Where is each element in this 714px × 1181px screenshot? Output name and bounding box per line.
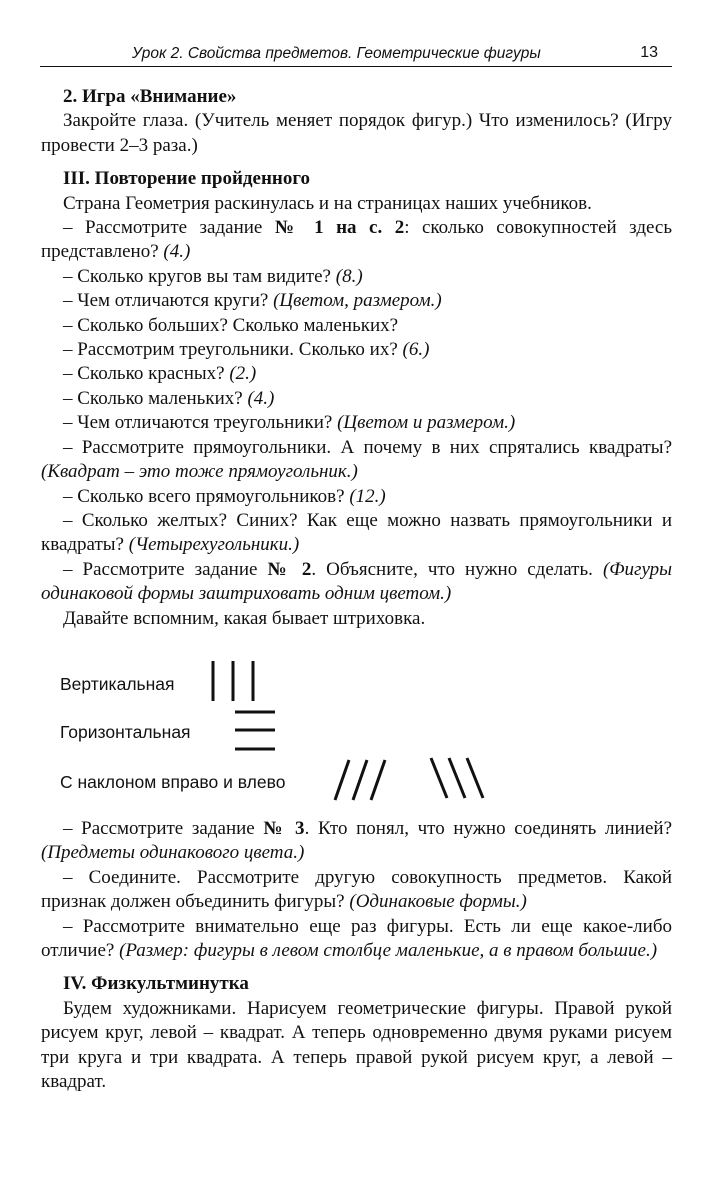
review-connect: – Соедините. Рассмотрите другую совокупность предметов. Какой признак должен объединить фигуры? (Одинаковые формы.) bbox=[41, 866, 672, 913]
review-task1: – Рассмотрите задание № 1 на с. 2: сколько совокупностей здесь представлено? (4.) bbox=[41, 217, 672, 263]
slanted-hatch-figure bbox=[331, 754, 491, 804]
label-vertical: Вертикальная bbox=[60, 673, 175, 694]
review-intro: Страна Геометрия раскинулась и на страницах наших учебников. bbox=[63, 192, 592, 214]
review-q6: – Сколько маленьких? (4.) bbox=[63, 387, 275, 409]
label-slanted: С наклоном вправо и влево bbox=[60, 771, 286, 792]
review-q1: – Сколько кругов вы там видите? (8.) bbox=[63, 265, 363, 287]
horizontal-hatch-figure bbox=[231, 708, 279, 754]
page-body bbox=[41, 85, 672, 1094]
game-text: Закройте глаза. (Учитель меняет порядок фигур.) Что изменилось? (Игру провести 2–3 раза.) bbox=[41, 110, 672, 156]
label-horizontal: Горизонтальная bbox=[60, 721, 191, 742]
running-title: Урок 2. Свойства предметов. Геометрические фигуры bbox=[132, 45, 541, 62]
review-q10: – Сколько желтых? Синих? Как еще можно назвать прямоугольники и квадраты? (Четырехугольники.) bbox=[41, 509, 672, 556]
review-task3: – Рассмотрите задание № 3. Кто понял, что нужно соединять линией? (Предметы одинакового цвета.) bbox=[41, 817, 673, 864]
review-task2: – Рассмотрите задание № 2. Объясните, что нужно сделать. (Фигуры одинаковой формы заштриховать одним цветом.) bbox=[41, 558, 673, 605]
review-q3: – Сколько больших? Сколько маленьких? bbox=[63, 314, 399, 336]
hatching-intro: Давайте вспомним, какая бывает штриховка. bbox=[63, 607, 426, 629]
vertical-hatch-figure bbox=[207, 657, 267, 705]
review-q4: – Рассмотрим треугольники. Сколько их? (6.) bbox=[63, 339, 430, 361]
physical-text: Будем художниками. Нарисуем геометрические фигуры. Правой рукой рисуем круг, левой – квадрат. А теперь одновременно двумя руками рисуем три круга и три квадрата. А теперь правой рукой рисуем круг, а левой – квадрат. bbox=[41, 997, 672, 1092]
section-heading-review: III. Повторение пройденного bbox=[63, 168, 310, 190]
review-q2: – Чем отличаются круги? (Цветом, размером.) bbox=[63, 290, 442, 312]
review-q5: – Сколько красных? (2.) bbox=[63, 363, 257, 385]
review-q7: – Чем отличаются треугольники? (Цветом и размером.) bbox=[63, 412, 516, 434]
page-number: 13 bbox=[640, 44, 658, 61]
review-again: – Рассмотрите внимательно еще раз фигуры. Есть ли еще какое-либо отличие? (Размер: фигуры в левом столбце маленькие, а в правом большие.) bbox=[41, 915, 672, 961]
review-q8: – Рассмотрите прямоугольники. А почему в них спрятались квадраты? (Квадрат – это тоже прямоугольник.) bbox=[41, 436, 672, 483]
page-header bbox=[40, 42, 672, 67]
section-heading-game: 2. Игра «Внимание» bbox=[63, 86, 237, 107]
hatching-examples bbox=[41, 647, 672, 817]
section-heading-physical: IV. Физкультминутка bbox=[63, 973, 249, 995]
review-q9: – Сколько всего прямоугольников? (12.) bbox=[63, 485, 386, 507]
